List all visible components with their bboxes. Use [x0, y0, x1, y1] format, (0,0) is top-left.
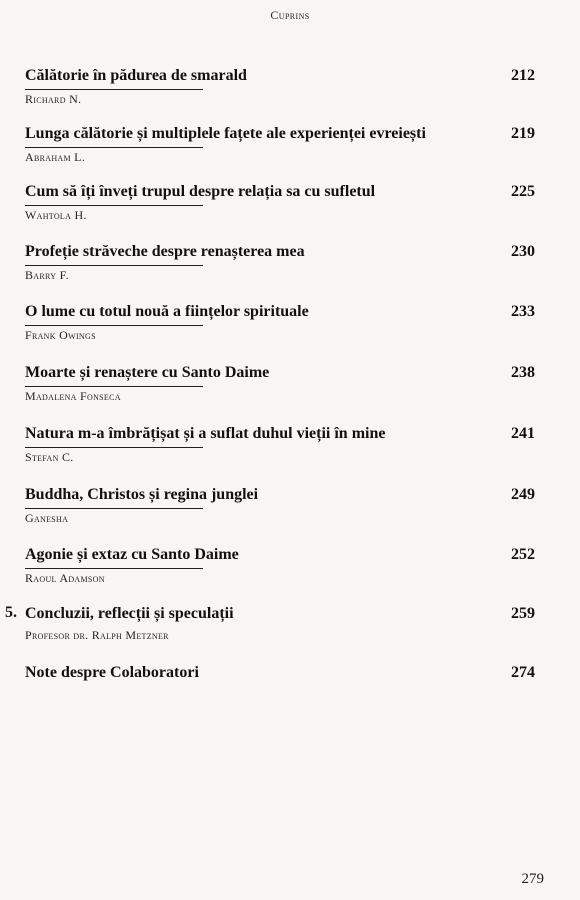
entry-title: Note despre Colaboratori [25, 664, 199, 681]
divider-rule [25, 89, 203, 90]
entry-page-number: 241 [511, 425, 535, 442]
toc-entry [25, 363, 535, 404]
entry-title: Agonie și extaz cu Santo Daime [25, 546, 239, 563]
divider-rule [25, 147, 203, 148]
entry-page-number: 225 [511, 183, 535, 200]
toc-entry [25, 424, 535, 465]
divider-rule [25, 265, 203, 266]
entry-title: Moarte și renaștere cu Santo Daime [25, 364, 270, 381]
divider-rule [25, 325, 203, 326]
divider-rule [25, 386, 203, 387]
divider-rule [25, 568, 203, 569]
entry-title: Buddha, Christos și regina junglei [25, 486, 259, 503]
entry-page-number: 274 [511, 664, 535, 681]
toc-entry [25, 545, 535, 586]
toc-entry [25, 66, 535, 107]
entry-page-number: 252 [511, 546, 535, 563]
toc-entry [25, 663, 535, 683]
entry-page-number: 212 [511, 67, 535, 84]
entry-title: Călătorie în pădurea de smarald [25, 67, 247, 84]
entry-page-number: 233 [511, 303, 535, 320]
entry-author: Barry F. [25, 268, 69, 282]
entry-page-number: 238 [511, 364, 535, 381]
entry-title: O lume cu totul nouă a ființelor spirituale [25, 303, 309, 320]
entry-title: Lunga călătorie și multiplele fațete ale experienței evreiești [25, 125, 426, 142]
chapter-number: 5. [5, 604, 17, 621]
toc-entry [25, 242, 535, 283]
entry-page-number: 259 [511, 605, 535, 622]
divider-rule [25, 447, 203, 448]
entry-author: Profesor dr. Ralph Metzner [25, 628, 169, 642]
divider-rule [25, 508, 203, 509]
entry-title: Profeție străveche despre renașterea mea [25, 243, 305, 260]
entry-page-number: 230 [511, 243, 535, 260]
entry-author: Stefan C. [25, 450, 74, 464]
entry-author: Frank Owings [25, 328, 96, 342]
running-head: Cuprins [270, 8, 310, 22]
toc-entry [25, 485, 535, 526]
entry-page-number: 219 [511, 125, 535, 142]
toc-chapter-entry [5, 604, 535, 643]
entry-title: Concluzii, reflecții și speculații [25, 605, 234, 622]
page-folio: 279 [521, 871, 544, 887]
entry-author: Madalena Fonseca [25, 389, 121, 403]
divider-rule [25, 205, 203, 206]
entry-page-number: 249 [511, 486, 535, 503]
entry-title: Cum să îți înveți trupul despre relația sa cu sufletul [25, 183, 376, 200]
entry-author: Abraham L. [25, 150, 86, 164]
entry-author: Richard N. [25, 92, 82, 106]
entry-title: Natura m-a îmbrățișat și a suflat duhul vieții în mine [25, 425, 386, 442]
entry-author: Raoul Adamson [25, 571, 105, 585]
toc-entry [25, 182, 535, 223]
toc-entry [25, 302, 535, 343]
toc-entry [25, 124, 535, 165]
entry-author: Ganesha [25, 511, 69, 525]
entry-author: Wahtola H. [25, 208, 87, 222]
